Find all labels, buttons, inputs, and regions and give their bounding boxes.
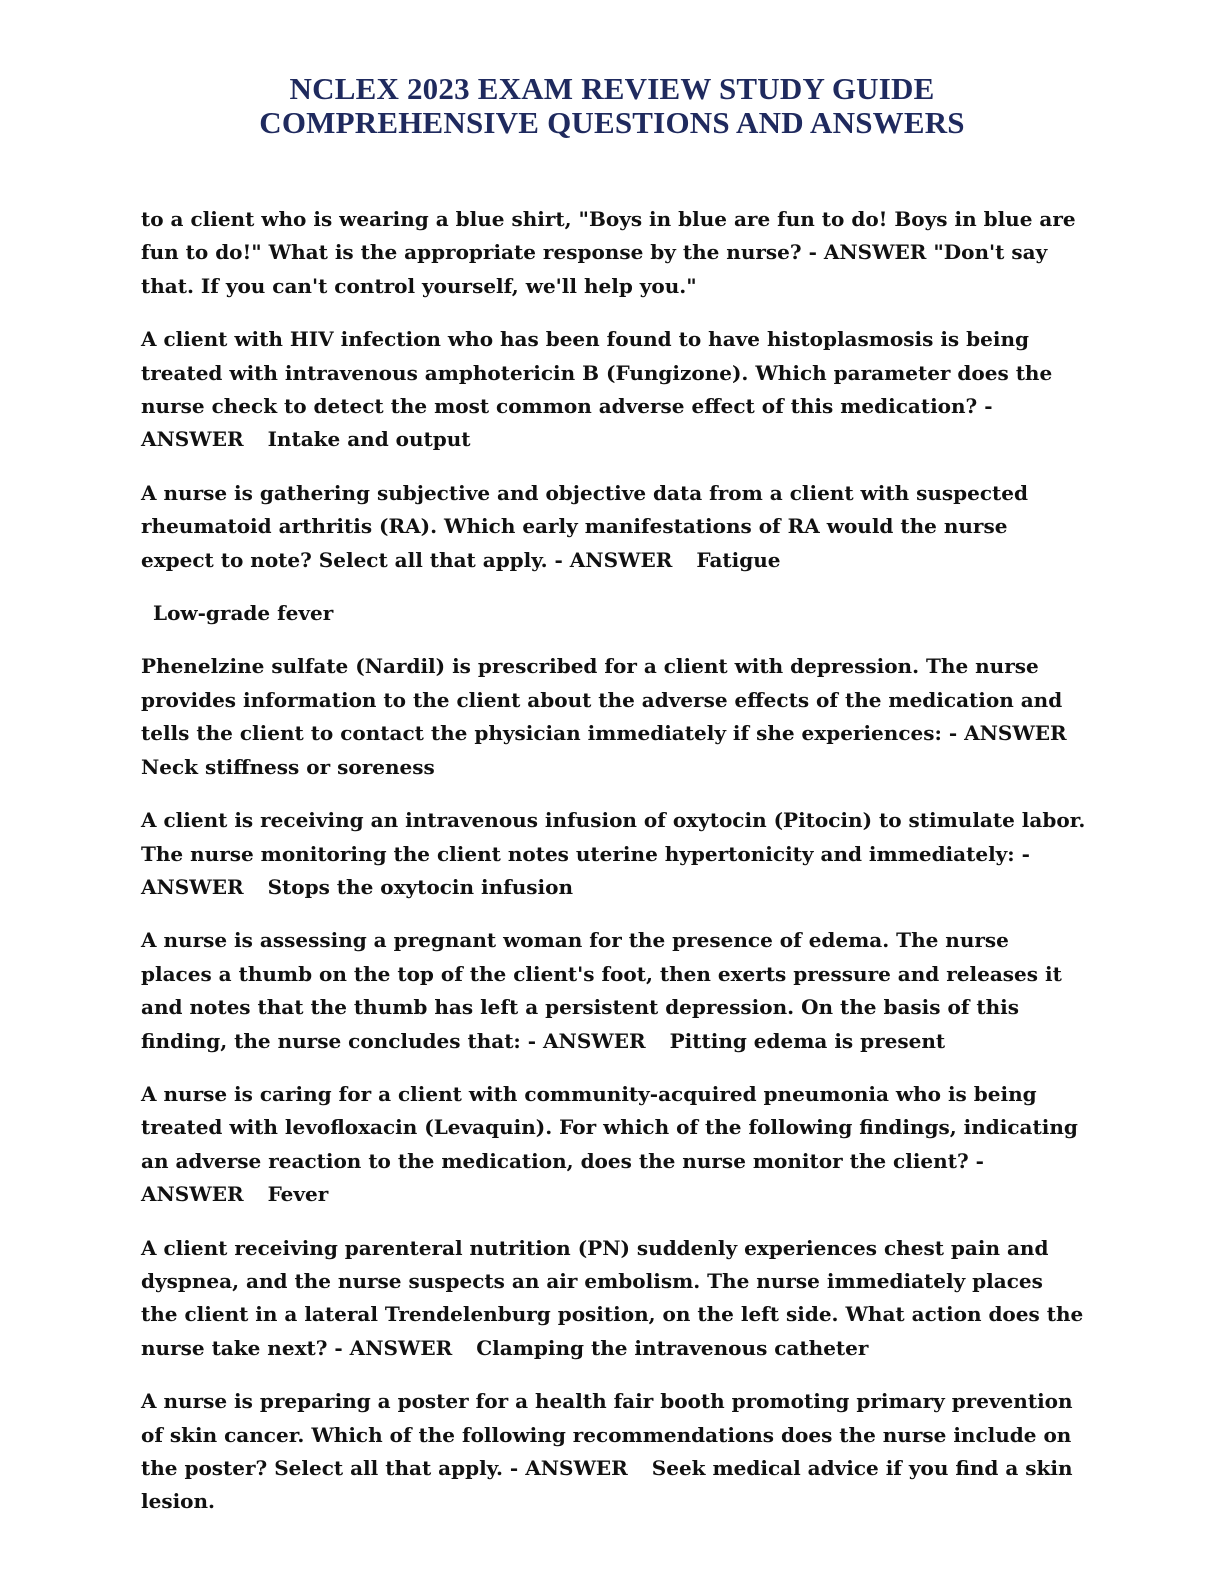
qa-item xyxy=(141,323,1086,457)
question-text: A client with HIV infection who has been found to have histoplasmosis is being treated with intravenous amphotericin B (Fungizone). Which parameter does the nurse check to detect the most common adverse effect of this medication? - ANSWER xyxy=(141,327,1053,452)
qa-item xyxy=(141,804,1086,904)
qa-item xyxy=(141,1232,1086,1366)
question-text: A nurse is gathering subjective and objective data from a client with suspected rheumatoid arthritis (RA). Which early manifestations of RA would the nurse expect to note? Select all that apply. - ANSWER xyxy=(141,480,1028,572)
qa-item xyxy=(141,1385,1086,1519)
question-text: A nurse is preparing a poster for a health fair booth promoting primary prevention of skin cancer. Which of the following recommendations does the nurse include on the poster? Select all that apply. - ANSWER xyxy=(141,1389,1073,1480)
question-text: A client receiving parenteral nutrition (PN) suddenly experiences chest pain and dyspnea, and the nurse suspects an air embolism. The nurse immediately places the client in a lateral Trendelenburg position, on the left side. What action does the nurse take next? - ANSWER xyxy=(141,1235,1084,1360)
answer-text: "Don't say that. If you can't control yourself, we'll help you." xyxy=(141,240,1048,298)
qa-item xyxy=(141,477,1086,577)
answer-text: Fatigue xyxy=(696,547,781,572)
qa-item xyxy=(141,597,1086,630)
answer-text: Stops the oxytocin infusion xyxy=(267,874,574,899)
qa-item xyxy=(141,1078,1086,1212)
page-title xyxy=(0,72,1224,140)
question-text: A nurse is assessing a pregnant woman for the presence of edema. The nurse places a thumb on the top of the client's foot, then exerts pressure and releases it and notes that the thumb has left a persistent depression. On the basis of this finding, the nurse concludes that: - ANSWER xyxy=(141,928,1062,1053)
title-line-2: COMPREHENSIVE QUESTIONS AND ANSWERS xyxy=(259,105,965,140)
question-text: A nurse is caring for a client with community-acquired pneumonia who is being treated with levofloxacin (Levaquin). For which of the following findings, indicating an adverse reaction to the medication, does the nurse monitor the client? - ANSWER xyxy=(141,1081,1078,1207)
answer-text: Fever xyxy=(267,1182,329,1207)
answer-text: Seek medical advice if you find a skin lesion. xyxy=(141,1456,1073,1514)
qa-item xyxy=(141,203,1086,303)
answer-text: Low-grade fever xyxy=(153,601,334,626)
question-text: to a client who is wearing a blue shirt, "Boys in blue are fun to do! Boys in blue are fun to do!" What is the appropriate response by the nurse? - ANSWER xyxy=(141,207,1076,265)
title-line-1: NCLEX 2023 EXAM REVIEW STUDY GUIDE xyxy=(289,71,935,106)
answer-text: Neck stiffness or soreness xyxy=(141,754,435,779)
qa-item xyxy=(141,650,1086,784)
qa-list xyxy=(141,203,1086,1539)
answer-text: Pitting edema is present xyxy=(669,1028,946,1053)
question-text: A client is receiving an intravenous infusion of oxytocin (Pitocin) to stimulate labor. The nurse monitoring the client notes uterine hypertonicity and immediately: - ANSWER xyxy=(141,808,1086,899)
question-text: Phenelzine sulfate (Nardil) is prescribed for a client with depression. The nurse provides information to the client about the adverse effects of the medication and tells the client to contact the physician immediately if she experiences: - ANSWER xyxy=(141,654,1067,746)
answer-text: Clamping the intravenous catheter xyxy=(476,1335,869,1360)
answer-text: Intake and output xyxy=(267,427,471,452)
qa-item xyxy=(141,924,1086,1058)
